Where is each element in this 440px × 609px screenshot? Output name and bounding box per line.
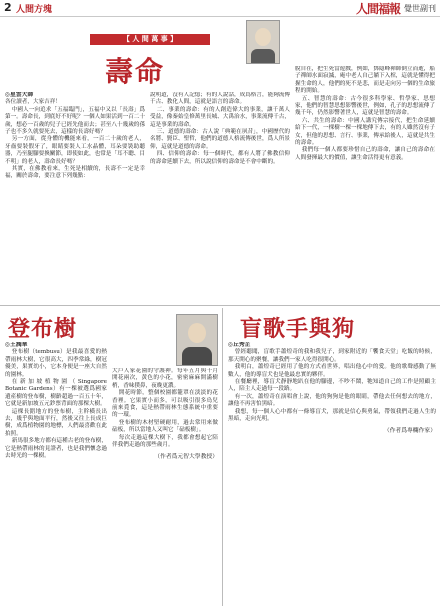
top-article-col2 [150,92,290,302]
top-article-col1 [5,92,145,302]
photo-face [188,323,206,343]
page-number: 2 [4,1,12,14]
edition-label: 覺世副刊 [404,4,436,13]
paragraph: 登布樹的木材堅硬耐用，過去常用來做砧板，所以當地人又叫它「砧板樹」。 [112,419,218,434]
byline: ◎丘秀芷 [228,342,251,348]
right-article-title: 盲歌手與狗 [240,316,356,342]
portrait-face [255,28,271,46]
vertical-divider [222,308,223,606]
paragraph: 另一方面，從身體的機能來看，一百二十歲的老人，牙齒要裝假牙了，眼睛要裝人工水晶體，耳朵要裝助聽器，乃至腿腳要換關節，即使如此，也常是「耳不聰、目不明」的老人，壽命長好嗎？ [5,136,145,165]
paragraph: 四、信仰的壽命：每一個時代，都有人將了佛教信仰的壽命延續下去，所以說信仰的壽命是不會中斷的。 [150,151,290,165]
paragraph: 有一次，蕭煌奇在演唱會上說，他的狗狗是他的眼睛，帶他去任何想去的地方，讓他不再害怕黑暗。 [228,393,436,408]
author-note: （作者爲專欄作家） [383,428,436,435]
paragraph: 這棵長錯地方的登布樹，主幹橫長出去，幾乎與地面平行，然後又往上長成巨樹，成爲植物園的地標，人們最喜歡在此拍照。 [5,408,107,437]
paragraph: 大戶人家花園的守護神。每年五月與十月開花兩次，黃色的小花，密密麻麻開滿樹梢，香味撲鼻，夜晚更濃。 [112,368,218,389]
paragraph: 三、道德的壽命：古人說「典範在夙昔」，中國歷代的名將、賢臣、聖哲，他們的道德人格流傳後世，爲人所景仰，這就是道德的壽命。 [150,129,290,150]
author-note: （作者爲元智大學教授） [154,454,218,461]
paragraph: 說明道，沒有人記憶；有的人說話，成爲格言，能夠流傳千古、教化人間，這就是語言的壽命。 [150,92,290,106]
paragraph: 曾經聽聞，盲歌手蕭煌奇的我和我兒子，到家附近的「饗食天堂」吃飯的時候，那天開心的聚餐，讓我們一家人吃得很開心。 [228,349,436,363]
column-label: 【 人 間 萬 事 】 [90,34,210,45]
photo-body [182,347,212,365]
paragraph: 每次走過這棵大樹下，我都會想起它陪伴我們走過的那些歲月。 [112,434,218,449]
newspaper-logo: 人間福報 [355,2,400,16]
article-title: 壽命 [105,55,166,88]
author-portrait [246,20,280,64]
paragraph: 新馬很多地方都有這種古老的登布樹，它是熱帶雨林的見證者，也是我們懷念過去時光的一棵樹。 [5,438,107,460]
top-article-col3 [295,66,435,302]
right-article-body [228,342,436,604]
section-name: 人間方塊 [16,5,53,15]
byline: ◎王潤華 [5,342,28,348]
paragraph: 我們每一個人都要珍惜自己的壽命，讓自己的壽命在人間發揮最大的價值，讓生命活得更有意義。 [295,147,435,161]
paragraph: 六、共生的壽命：中國人講究傳宗接代，把生命延續給下一代，一棵樹一棵一棵地傳下去，有的人雖然沒有子女，但他的思想、言行、事業，傳承給後人，這就是共生的壽命。 [295,117,435,147]
left-author-photo [176,314,218,366]
byline: ◎星雲大師 [5,92,34,98]
paragraph: 其實，在佛教看來，生死是相續的，長壽不一定是幸福，關於壽命，要注意下列幾點： [5,166,145,180]
paragraph: 在餐廳裡，導盲犬靜靜地趴在他的腳邊，不吵不鬧，牠知道自己的工作是照顧主人，陪主人走過每一段路。 [228,379,436,393]
paragraph: 二、事業的壽命：有的人創造偉大的事業，讓千萬人受益，像秦始皇修萬里長城、大禹治水，事業流傳千古，這是事業的壽命。 [150,106,290,128]
paragraph: 開花時節，整個校園都籠罩在淡淡的花香裡。它果實小而多，可以吸引很多鳥兒前來覓食，這是熱帶雨林生態系統中重要的一環。 [112,390,218,419]
page-header [0,0,440,17]
paragraph: 在新加坡植物園（Singapore Botanic Gardens）有一棵被選爲國家遺產樹的登布樹，樹齡超過一百五十年，它就是新加坡五元鈔票背面的那棵大樹。 [5,379,107,408]
paragraph: 脫自在，把生死當遊戲，例如，鄧隱峰禪師倒立而逝，船子禪師水面寂滅，庵中老人自己躺下入棺，這就是懂得把握生命的人，他們的死不是悲，而是走向另一個的生命旅程的開始。 [295,66,435,95]
paragraph: 各位讀者，大家吉祥！ [5,99,61,106]
left-article-col2 [112,368,218,604]
portrait-body [251,49,275,63]
left-article-title: 登布樹 [8,316,78,342]
horizontal-divider [0,305,440,306]
left-article-col1 [5,342,107,604]
paragraph: 中國人一向追求「五福臨門」，五福中又以「長壽」爲第一。壽命長，到底好不好呢？一個人如果活到一百二十歲，想必一百歲的兒子已經先他而去；甚至八十幾歲的孫子也不多久就要死去，這樣的長壽好嗎？ [5,106,145,136]
paragraph: 五、智慧的壽命：古今很多科學家、哲學家、思想家，他們的智慧思想影響後世，例如，孔子的思想流傳了幾千年，仍然影響著世人，這就是智慧的壽命。 [295,95,435,117]
paragraph: 登布樹（tembusu）是我最喜愛的熱帶雨林大樹，它很高大，四季常綠，樹冠優美，果實幼小，它本身便是一座大自然的園林。 [5,349,107,378]
paragraph: 我明白，蕭煌奇已經用了他的方式看世界，唱出他心中的愛。他的歌聲感動了無數人，他的導盲犬也是他最忠實的夥伴。 [228,364,436,378]
paragraph: 我想，每一個人心中都有一條導盲犬，那就是信心與勇氣，帶領我們走過人生的黑暗，走向光明。 [228,408,436,423]
